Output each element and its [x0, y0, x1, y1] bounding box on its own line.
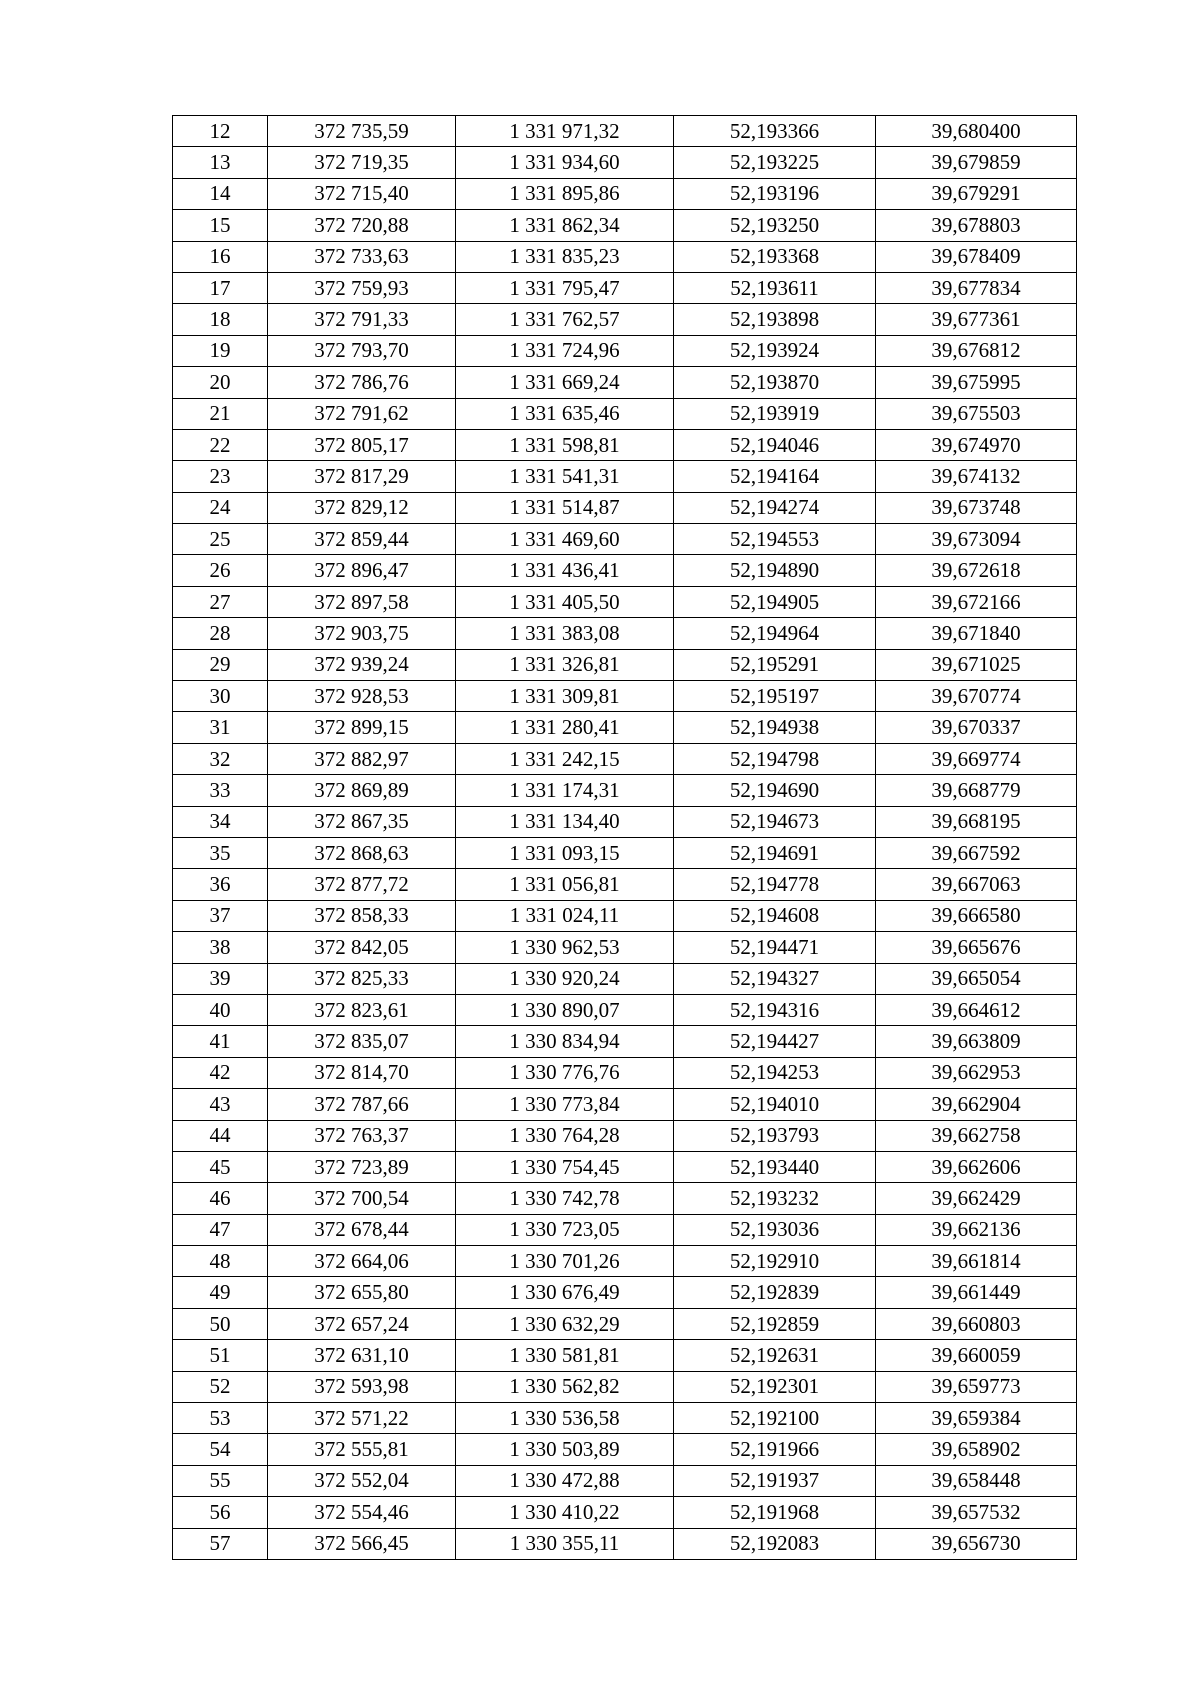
coord-y-cell: 1 330 920,24: [456, 963, 674, 994]
coord-y-cell: 1 330 581,81: [456, 1340, 674, 1371]
longitude-cell: 39,658448: [876, 1465, 1077, 1496]
coord-y-cell: 1 330 834,94: [456, 1026, 674, 1057]
table-row: [173, 1183, 1077, 1214]
latitude-cell: 52,194046: [674, 429, 876, 460]
latitude-cell: 52,192100: [674, 1403, 876, 1434]
longitude-cell: 39,669774: [876, 743, 1077, 774]
longitude-cell: 39,679291: [876, 178, 1077, 209]
point-number-cell: 13: [173, 147, 268, 178]
longitude-cell: 39,662953: [876, 1057, 1077, 1088]
table-row: [173, 806, 1077, 837]
coord-x-cell: 372 793,70: [268, 335, 456, 366]
point-number-cell: 52: [173, 1371, 268, 1402]
coord-y-cell: 1 330 764,28: [456, 1120, 674, 1151]
table-row: [173, 775, 1077, 806]
longitude-cell: 39,671025: [876, 649, 1077, 680]
point-number-cell: 36: [173, 869, 268, 900]
table-row: [173, 367, 1077, 398]
point-number-cell: 27: [173, 586, 268, 617]
point-number-cell: 29: [173, 649, 268, 680]
coord-x-cell: 372 657,24: [268, 1308, 456, 1339]
point-number-cell: 23: [173, 461, 268, 492]
point-number-cell: 34: [173, 806, 268, 837]
latitude-cell: 52,194164: [674, 461, 876, 492]
coord-x-cell: 372 720,88: [268, 210, 456, 241]
coord-y-cell: 1 331 405,50: [456, 586, 674, 617]
latitude-cell: 52,194890: [674, 555, 876, 586]
coord-x-cell: 372 733,63: [268, 241, 456, 272]
table-row: [173, 1120, 1077, 1151]
longitude-cell: 39,671840: [876, 618, 1077, 649]
table-row: [173, 1371, 1077, 1402]
table-row: [173, 1528, 1077, 1559]
coord-x-cell: 372 791,33: [268, 304, 456, 335]
latitude-cell: 52,191937: [674, 1465, 876, 1496]
point-number-cell: 15: [173, 210, 268, 241]
longitude-cell: 39,668779: [876, 775, 1077, 806]
coord-x-cell: 372 571,22: [268, 1403, 456, 1434]
longitude-cell: 39,659773: [876, 1371, 1077, 1402]
longitude-cell: 39,662758: [876, 1120, 1077, 1151]
coord-y-cell: 1 330 536,58: [456, 1403, 674, 1434]
latitude-cell: 52,193898: [674, 304, 876, 335]
point-number-cell: 39: [173, 963, 268, 994]
table-row: [173, 743, 1077, 774]
coord-x-cell: 372 868,63: [268, 837, 456, 868]
coord-y-cell: 1 330 701,26: [456, 1246, 674, 1277]
coord-x-cell: 372 763,37: [268, 1120, 456, 1151]
point-number-cell: 22: [173, 429, 268, 460]
latitude-cell: 52,192631: [674, 1340, 876, 1371]
coord-y-cell: 1 331 174,31: [456, 775, 674, 806]
table-row: [173, 1026, 1077, 1057]
point-number-cell: 41: [173, 1026, 268, 1057]
table-row: [173, 335, 1077, 366]
point-number-cell: 55: [173, 1465, 268, 1496]
coord-x-cell: 372 631,10: [268, 1340, 456, 1371]
coord-y-cell: 1 330 503,89: [456, 1434, 674, 1465]
table-row: [173, 492, 1077, 523]
table-row: [173, 1403, 1077, 1434]
longitude-cell: 39,679859: [876, 147, 1077, 178]
point-number-cell: 20: [173, 367, 268, 398]
latitude-cell: 52,194274: [674, 492, 876, 523]
coord-x-cell: 372 552,04: [268, 1465, 456, 1496]
latitude-cell: 52,193919: [674, 398, 876, 429]
longitude-cell: 39,659384: [876, 1403, 1077, 1434]
table-row: [173, 1057, 1077, 1088]
table-row: [173, 1497, 1077, 1528]
coord-y-cell: 1 331 669,24: [456, 367, 674, 398]
longitude-cell: 39,657532: [876, 1497, 1077, 1528]
table-row: [173, 116, 1077, 147]
latitude-cell: 52,194673: [674, 806, 876, 837]
coord-y-cell: 1 331 242,15: [456, 743, 674, 774]
table-row: [173, 555, 1077, 586]
coord-y-cell: 1 331 383,08: [456, 618, 674, 649]
coord-y-cell: 1 331 724,96: [456, 335, 674, 366]
coord-y-cell: 1 331 895,86: [456, 178, 674, 209]
longitude-cell: 39,662429: [876, 1183, 1077, 1214]
coord-y-cell: 1 330 773,84: [456, 1089, 674, 1120]
latitude-cell: 52,194938: [674, 712, 876, 743]
coord-y-cell: 1 331 309,81: [456, 681, 674, 712]
coord-x-cell: 372 858,33: [268, 900, 456, 931]
point-number-cell: 26: [173, 555, 268, 586]
latitude-cell: 52,193225: [674, 147, 876, 178]
coord-x-cell: 372 805,17: [268, 429, 456, 460]
coord-x-cell: 372 791,62: [268, 398, 456, 429]
coord-x-cell: 372 566,45: [268, 1528, 456, 1559]
longitude-cell: 39,665676: [876, 932, 1077, 963]
coord-x-cell: 372 678,44: [268, 1214, 456, 1245]
longitude-cell: 39,660803: [876, 1308, 1077, 1339]
table-row: [173, 900, 1077, 931]
longitude-cell: 39,662606: [876, 1151, 1077, 1182]
coord-y-cell: 1 331 469,60: [456, 524, 674, 555]
latitude-cell: 52,192839: [674, 1277, 876, 1308]
coord-y-cell: 1 331 862,34: [456, 210, 674, 241]
coord-x-cell: 372 664,06: [268, 1246, 456, 1277]
table-row: [173, 837, 1077, 868]
latitude-cell: 52,194905: [674, 586, 876, 617]
coord-x-cell: 372 823,61: [268, 994, 456, 1025]
latitude-cell: 52,194010: [674, 1089, 876, 1120]
coord-x-cell: 372 882,97: [268, 743, 456, 774]
point-number-cell: 21: [173, 398, 268, 429]
coord-y-cell: 1 331 436,41: [456, 555, 674, 586]
longitude-cell: 39,672618: [876, 555, 1077, 586]
longitude-cell: 39,674132: [876, 461, 1077, 492]
latitude-cell: 52,194778: [674, 869, 876, 900]
coord-x-cell: 372 897,58: [268, 586, 456, 617]
coord-x-cell: 372 554,46: [268, 1497, 456, 1528]
point-number-cell: 30: [173, 681, 268, 712]
latitude-cell: 52,194253: [674, 1057, 876, 1088]
coord-y-cell: 1 331 541,31: [456, 461, 674, 492]
coord-y-cell: 1 330 723,05: [456, 1214, 674, 1245]
longitude-cell: 39,663809: [876, 1026, 1077, 1057]
table-row: [173, 1214, 1077, 1245]
table-row: [173, 963, 1077, 994]
point-number-cell: 14: [173, 178, 268, 209]
coord-x-cell: 372 939,24: [268, 649, 456, 680]
point-number-cell: 47: [173, 1214, 268, 1245]
table-row: [173, 649, 1077, 680]
coord-y-cell: 1 331 024,11: [456, 900, 674, 931]
point-number-cell: 28: [173, 618, 268, 649]
latitude-cell: 52,194608: [674, 900, 876, 931]
table-row: [173, 210, 1077, 241]
point-number-cell: 12: [173, 116, 268, 147]
coord-y-cell: 1 331 934,60: [456, 147, 674, 178]
point-number-cell: 53: [173, 1403, 268, 1434]
coord-y-cell: 1 331 598,81: [456, 429, 674, 460]
coord-x-cell: 372 896,47: [268, 555, 456, 586]
coord-y-cell: 1 330 410,22: [456, 1497, 674, 1528]
coord-y-cell: 1 331 514,87: [456, 492, 674, 523]
point-number-cell: 37: [173, 900, 268, 931]
table-row: [173, 869, 1077, 900]
latitude-cell: 52,194316: [674, 994, 876, 1025]
latitude-cell: 52,193368: [674, 241, 876, 272]
coord-y-cell: 1 331 762,57: [456, 304, 674, 335]
point-number-cell: 45: [173, 1151, 268, 1182]
latitude-cell: 52,192083: [674, 1528, 876, 1559]
coord-x-cell: 372 859,44: [268, 524, 456, 555]
latitude-cell: 52,191968: [674, 1497, 876, 1528]
longitude-cell: 39,670774: [876, 681, 1077, 712]
coord-y-cell: 1 331 795,47: [456, 272, 674, 303]
point-number-cell: 35: [173, 837, 268, 868]
coord-y-cell: 1 331 326,81: [456, 649, 674, 680]
latitude-cell: 52,192859: [674, 1308, 876, 1339]
coord-x-cell: 372 899,15: [268, 712, 456, 743]
coord-x-cell: 372 735,59: [268, 116, 456, 147]
longitude-cell: 39,664612: [876, 994, 1077, 1025]
table-row: [173, 178, 1077, 209]
point-number-cell: 56: [173, 1497, 268, 1528]
longitude-cell: 39,661449: [876, 1277, 1077, 1308]
coord-x-cell: 372 817,29: [268, 461, 456, 492]
point-number-cell: 18: [173, 304, 268, 335]
coord-y-cell: 1 330 472,88: [456, 1465, 674, 1496]
longitude-cell: 39,677361: [876, 304, 1077, 335]
longitude-cell: 39,668195: [876, 806, 1077, 837]
longitude-cell: 39,672166: [876, 586, 1077, 617]
point-number-cell: 48: [173, 1246, 268, 1277]
table-row: [173, 429, 1077, 460]
longitude-cell: 39,661814: [876, 1246, 1077, 1277]
coord-x-cell: 372 867,35: [268, 806, 456, 837]
coord-x-cell: 372 555,81: [268, 1434, 456, 1465]
point-number-cell: 40: [173, 994, 268, 1025]
coord-x-cell: 372 829,12: [268, 492, 456, 523]
coord-x-cell: 372 655,80: [268, 1277, 456, 1308]
latitude-cell: 52,194964: [674, 618, 876, 649]
coord-x-cell: 372 787,66: [268, 1089, 456, 1120]
point-number-cell: 50: [173, 1308, 268, 1339]
longitude-cell: 39,677834: [876, 272, 1077, 303]
coord-x-cell: 372 759,93: [268, 272, 456, 303]
longitude-cell: 39,678409: [876, 241, 1077, 272]
coord-x-cell: 372 700,54: [268, 1183, 456, 1214]
table-row: [173, 1308, 1077, 1339]
coord-y-cell: 1 330 776,76: [456, 1057, 674, 1088]
coord-y-cell: 1 331 835,23: [456, 241, 674, 272]
latitude-cell: 52,193611: [674, 272, 876, 303]
table-row: [173, 1465, 1077, 1496]
table-row: [173, 1340, 1077, 1371]
longitude-cell: 39,656730: [876, 1528, 1077, 1559]
table-row: [173, 994, 1077, 1025]
table-row: [173, 398, 1077, 429]
longitude-cell: 39,678803: [876, 210, 1077, 241]
point-number-cell: 57: [173, 1528, 268, 1559]
longitude-cell: 39,666580: [876, 900, 1077, 931]
point-number-cell: 51: [173, 1340, 268, 1371]
coord-x-cell: 372 842,05: [268, 932, 456, 963]
coord-x-cell: 372 835,07: [268, 1026, 456, 1057]
point-number-cell: 31: [173, 712, 268, 743]
coord-y-cell: 1 330 676,49: [456, 1277, 674, 1308]
latitude-cell: 52,194427: [674, 1026, 876, 1057]
latitude-cell: 52,191966: [674, 1434, 876, 1465]
point-number-cell: 33: [173, 775, 268, 806]
point-number-cell: 43: [173, 1089, 268, 1120]
coord-y-cell: 1 330 742,78: [456, 1183, 674, 1214]
longitude-cell: 39,662904: [876, 1089, 1077, 1120]
table-row: [173, 712, 1077, 743]
coordinates-table-body: [173, 116, 1077, 1560]
longitude-cell: 39,675503: [876, 398, 1077, 429]
latitude-cell: 52,194798: [674, 743, 876, 774]
longitude-cell: 39,660059: [876, 1340, 1077, 1371]
table-row: [173, 1277, 1077, 1308]
coord-y-cell: 1 331 093,15: [456, 837, 674, 868]
point-number-cell: 46: [173, 1183, 268, 1214]
longitude-cell: 39,667063: [876, 869, 1077, 900]
coord-y-cell: 1 330 890,07: [456, 994, 674, 1025]
coord-x-cell: 372 928,53: [268, 681, 456, 712]
coord-y-cell: 1 331 971,32: [456, 116, 674, 147]
table-row: [173, 618, 1077, 649]
latitude-cell: 52,194553: [674, 524, 876, 555]
coord-x-cell: 372 903,75: [268, 618, 456, 649]
longitude-cell: 39,670337: [876, 712, 1077, 743]
coord-x-cell: 372 723,89: [268, 1151, 456, 1182]
coord-x-cell: 372 825,33: [268, 963, 456, 994]
latitude-cell: 52,194690: [674, 775, 876, 806]
coord-y-cell: 1 330 632,29: [456, 1308, 674, 1339]
coord-y-cell: 1 331 635,46: [456, 398, 674, 429]
coord-y-cell: 1 331 056,81: [456, 869, 674, 900]
latitude-cell: 52,192910: [674, 1246, 876, 1277]
latitude-cell: 52,193250: [674, 210, 876, 241]
longitude-cell: 39,676812: [876, 335, 1077, 366]
table-row: [173, 932, 1077, 963]
longitude-cell: 39,667592: [876, 837, 1077, 868]
coord-y-cell: 1 330 562,82: [456, 1371, 674, 1402]
coord-x-cell: 372 593,98: [268, 1371, 456, 1402]
longitude-cell: 39,665054: [876, 963, 1077, 994]
table-row: [173, 524, 1077, 555]
coord-x-cell: 372 786,76: [268, 367, 456, 398]
table-row: [173, 1089, 1077, 1120]
point-number-cell: 54: [173, 1434, 268, 1465]
coordinates-table: [172, 115, 1077, 1560]
longitude-cell: 39,658902: [876, 1434, 1077, 1465]
point-number-cell: 16: [173, 241, 268, 272]
coord-y-cell: 1 331 134,40: [456, 806, 674, 837]
latitude-cell: 52,193196: [674, 178, 876, 209]
table-row: [173, 1434, 1077, 1465]
latitude-cell: 52,193793: [674, 1120, 876, 1151]
point-number-cell: 25: [173, 524, 268, 555]
longitude-cell: 39,673094: [876, 524, 1077, 555]
table-row: [173, 304, 1077, 335]
table-row: [173, 272, 1077, 303]
longitude-cell: 39,680400: [876, 116, 1077, 147]
longitude-cell: 39,673748: [876, 492, 1077, 523]
table-row: [173, 147, 1077, 178]
longitude-cell: 39,675995: [876, 367, 1077, 398]
latitude-cell: 52,195197: [674, 681, 876, 712]
coord-x-cell: 372 719,35: [268, 147, 456, 178]
latitude-cell: 52,193924: [674, 335, 876, 366]
point-number-cell: 44: [173, 1120, 268, 1151]
table-row: [173, 241, 1077, 272]
coord-y-cell: 1 330 355,11: [456, 1528, 674, 1559]
point-number-cell: 19: [173, 335, 268, 366]
point-number-cell: 38: [173, 932, 268, 963]
coord-x-cell: 372 814,70: [268, 1057, 456, 1088]
point-number-cell: 24: [173, 492, 268, 523]
table-row: [173, 586, 1077, 617]
table-row: [173, 681, 1077, 712]
point-number-cell: 17: [173, 272, 268, 303]
point-number-cell: 49: [173, 1277, 268, 1308]
coord-x-cell: 372 869,89: [268, 775, 456, 806]
point-number-cell: 32: [173, 743, 268, 774]
coord-y-cell: 1 331 280,41: [456, 712, 674, 743]
table-row: [173, 1151, 1077, 1182]
coord-y-cell: 1 330 754,45: [456, 1151, 674, 1182]
coord-x-cell: 372 715,40: [268, 178, 456, 209]
table-row: [173, 1246, 1077, 1277]
coord-y-cell: 1 330 962,53: [456, 932, 674, 963]
latitude-cell: 52,195291: [674, 649, 876, 680]
latitude-cell: 52,193870: [674, 367, 876, 398]
longitude-cell: 39,674970: [876, 429, 1077, 460]
coord-x-cell: 372 877,72: [268, 869, 456, 900]
latitude-cell: 52,194327: [674, 963, 876, 994]
latitude-cell: 52,192301: [674, 1371, 876, 1402]
table-row: [173, 461, 1077, 492]
latitude-cell: 52,194471: [674, 932, 876, 963]
point-number-cell: 42: [173, 1057, 268, 1088]
latitude-cell: 52,193036: [674, 1214, 876, 1245]
latitude-cell: 52,194691: [674, 837, 876, 868]
latitude-cell: 52,193440: [674, 1151, 876, 1182]
longitude-cell: 39,662136: [876, 1214, 1077, 1245]
latitude-cell: 52,193366: [674, 116, 876, 147]
latitude-cell: 52,193232: [674, 1183, 876, 1214]
